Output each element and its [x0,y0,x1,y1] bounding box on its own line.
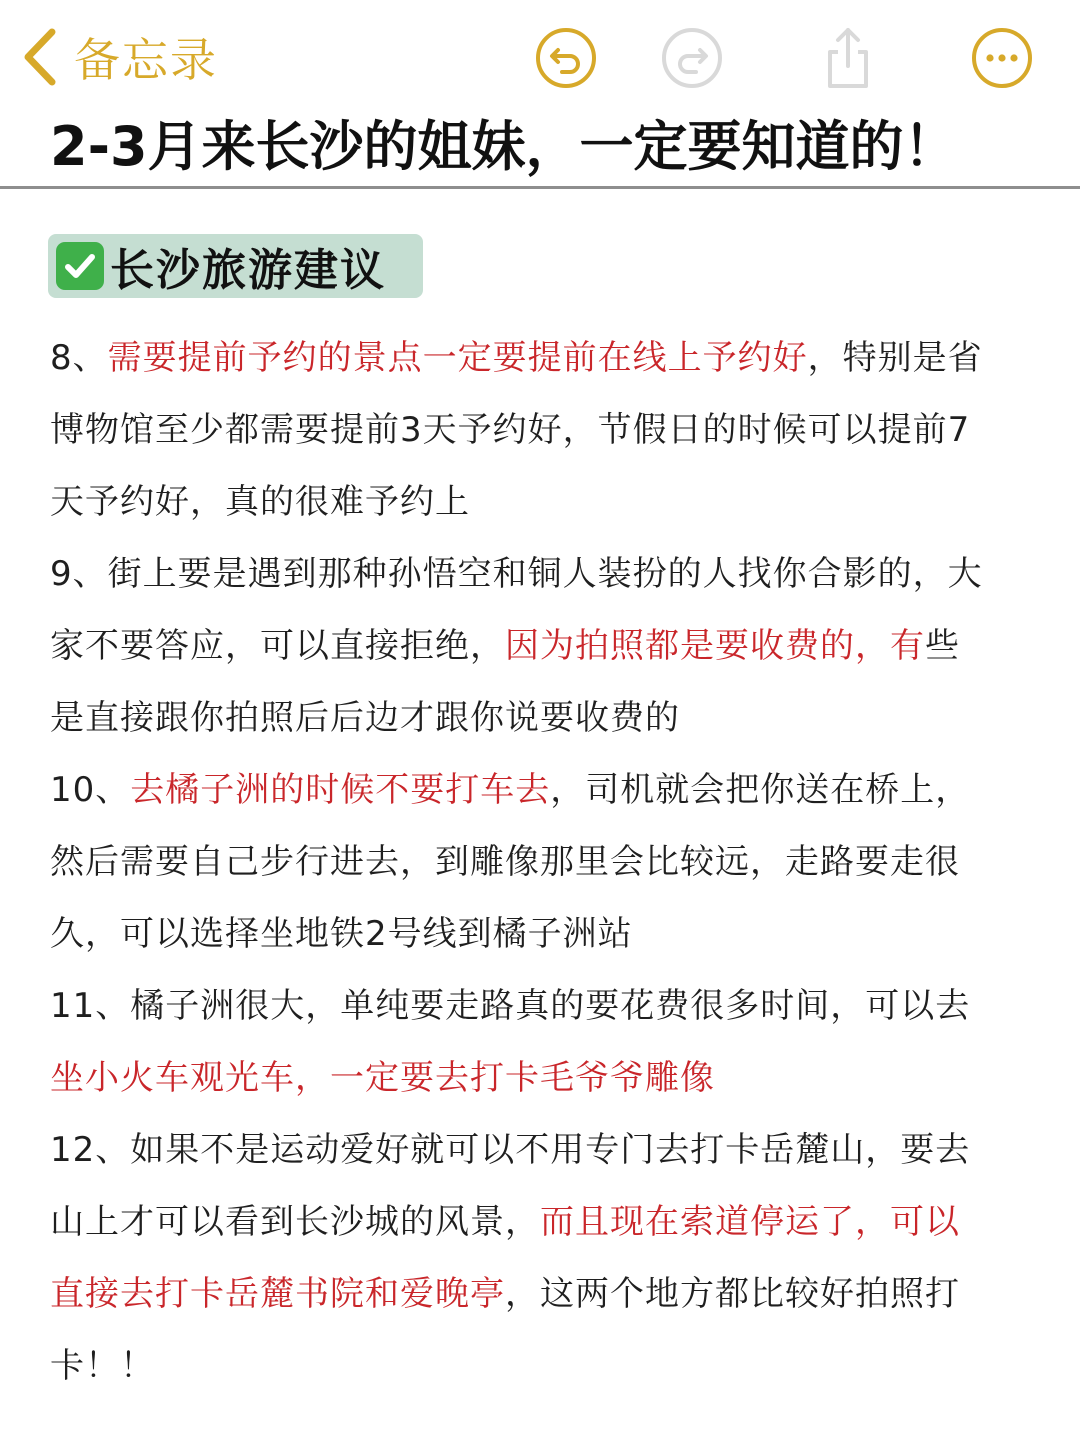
memo-line [50,826,1040,898]
memo-line [50,1042,1040,1114]
memo-line [50,1258,1040,1330]
body-text: 10、 [50,770,131,810]
body-text: ，司机就会把你送在桥上， [550,770,971,810]
body-text: ，特别是省 [807,338,983,378]
highlighted-text: 直接去打卡岳麓书院和爱晚亭 [50,1274,505,1314]
body-text: 11、橘子洲很大，单纯要走路真的要花费很多时间，可以去 [50,986,971,1026]
memo-line [50,466,1040,538]
undo-icon [534,26,598,90]
memo-line [50,754,1040,826]
body-text: 天予约好，真的很难予约上 [50,482,470,522]
share-button[interactable] [816,26,880,90]
body-text: ，这两个地方都比较好拍照打 [505,1274,960,1314]
highlighted-text: 而且现在索道停运了，可以 [540,1202,960,1242]
memo-line [50,1114,1040,1186]
body-text: 家不要答应，可以直接拒绝， [50,626,505,666]
more-icon [970,26,1034,90]
back-label: 备忘录 [74,33,218,87]
redo-icon [660,26,724,90]
body-text: 久，可以选择坐地铁2号线到橘子洲站 [50,914,633,954]
redo-button[interactable] [660,26,724,90]
memo-line [50,1186,1040,1258]
top-navbar [0,0,1080,110]
memo-line [50,898,1040,970]
back-button[interactable] [18,22,218,92]
title-divider [0,186,1080,189]
body-text: 山上才可以看到长沙城的风景， [50,1202,540,1242]
memo-line [50,538,1040,610]
memo-body [50,322,1040,1402]
body-text: 博物馆至少都需要提前3天予约好，节假日的时候可以提前7 [50,410,971,450]
memo-line [50,394,1040,466]
highlighted-text: 需要提前予约的景点一定要提前在线上予约好 [107,338,808,378]
memo-line [50,682,1040,754]
body-text: 卡！！ [50,1346,155,1386]
check-mark-icon [56,242,104,290]
more-button[interactable] [970,26,1034,90]
highlighted-text: 去橘子洲的时候不要打车去 [130,770,551,810]
memo-title: 2-3月来长沙的姐妹，一定要知道的！ [50,115,958,178]
section-heading [48,234,423,298]
chevron-left-icon [18,22,62,92]
body-text: 9、街上要是遇到那种孙悟空和铜人装扮的人找你合影的，大 [50,554,983,594]
highlighted-text: 坐小火车观光车，一定要去打卡毛爷爷雕像 [50,1058,715,1098]
section-label: 长沙旅游建议 [110,245,386,296]
body-text: 是直接跟你拍照后后边才跟你说要收费的 [50,698,680,738]
highlighted-text: 因为拍照都是要收费的，有 [505,626,925,666]
memo-line [50,1330,1040,1402]
body-text: 然后需要自己步行进去，到雕像那里会比较远，走路要走很 [50,842,960,882]
memo-line [50,322,1040,394]
body-text: 12、如果不是运动爱好就可以不用专门去打卡岳麓山，要去 [50,1130,971,1170]
body-text: 些 [925,626,960,666]
undo-button[interactable] [534,26,598,90]
share-icon [816,26,880,90]
memo-line [50,970,1040,1042]
body-text: 8、 [50,338,108,378]
memo-line [50,610,1040,682]
